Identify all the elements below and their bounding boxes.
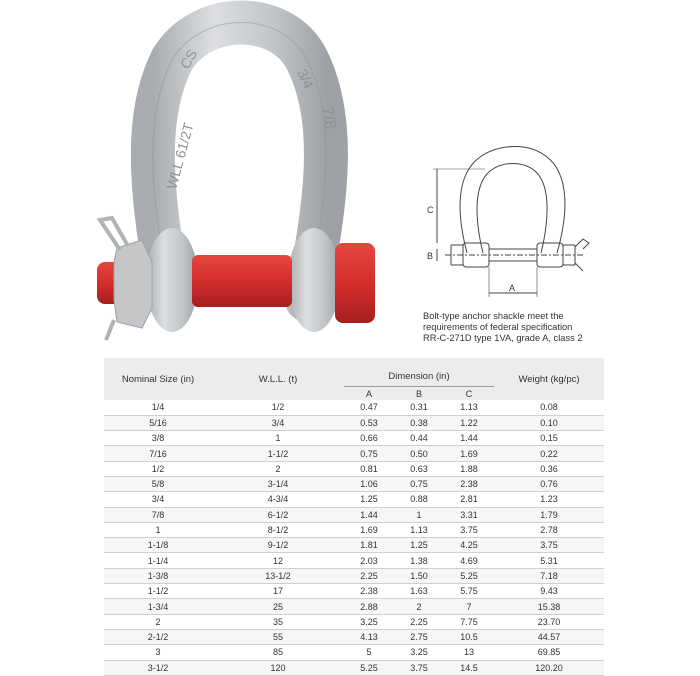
cell-wll: 17 bbox=[212, 584, 344, 599]
shackle-photo bbox=[92, 0, 382, 355]
cell-nominal-size: 2 bbox=[104, 614, 212, 629]
cell-dim-b: 0.88 bbox=[394, 492, 444, 507]
table-row bbox=[104, 461, 604, 476]
cell-wll: 1/2 bbox=[212, 400, 344, 415]
cell-dim-a: 2.38 bbox=[344, 584, 394, 599]
cell-dim-c: 2.38 bbox=[444, 476, 494, 491]
cell-nominal-size: 7/8 bbox=[104, 507, 212, 522]
cell-weight: 0.15 bbox=[494, 431, 604, 446]
cell-weight: 0.36 bbox=[494, 461, 604, 476]
spec-table bbox=[104, 358, 604, 676]
table-row bbox=[104, 614, 604, 629]
cell-dim-c: 1.13 bbox=[444, 400, 494, 415]
left-ear bbox=[146, 228, 198, 332]
cell-dim-a: 0.47 bbox=[344, 400, 394, 415]
cell-dim-b: 2 bbox=[394, 599, 444, 614]
cell-dim-a: 5.25 bbox=[344, 660, 394, 675]
table-row bbox=[104, 599, 604, 614]
table-row bbox=[104, 492, 604, 507]
table-row bbox=[104, 568, 604, 583]
cell-dim-c: 1.69 bbox=[444, 446, 494, 461]
table-row bbox=[104, 553, 604, 568]
nut bbox=[114, 240, 152, 328]
table-row bbox=[104, 522, 604, 537]
cell-dim-a: 2.25 bbox=[344, 568, 394, 583]
header-dimension: Dimension (in) bbox=[344, 358, 494, 387]
cell-nominal-size: 3 bbox=[104, 645, 212, 660]
cell-dim-b: 0.63 bbox=[394, 461, 444, 476]
cell-dim-c: 13 bbox=[444, 645, 494, 660]
table-row bbox=[104, 660, 604, 675]
cell-wll: 13-1/2 bbox=[212, 568, 344, 583]
cell-dim-a: 4.13 bbox=[344, 629, 394, 644]
cell-dim-b: 1.63 bbox=[394, 584, 444, 599]
cell-wll: 12 bbox=[212, 553, 344, 568]
cell-nominal-size: 7/16 bbox=[104, 446, 212, 461]
dim-a-label: A bbox=[509, 283, 516, 293]
marking-cs: CS bbox=[176, 46, 201, 72]
cell-dim-a: 2.03 bbox=[344, 553, 394, 568]
cell-dim-c: 14.5 bbox=[444, 660, 494, 675]
cell-dim-c: 5.75 bbox=[444, 584, 494, 599]
cell-wll: 3-1/4 bbox=[212, 476, 344, 491]
cell-nominal-size: 1/4 bbox=[104, 400, 212, 415]
cell-weight: 15.38 bbox=[494, 599, 604, 614]
cell-dim-c: 4.25 bbox=[444, 538, 494, 553]
cell-dim-b: 2.25 bbox=[394, 614, 444, 629]
dim-c-label: C bbox=[427, 205, 434, 215]
cell-dim-c: 1.88 bbox=[444, 461, 494, 476]
right-ear bbox=[288, 228, 340, 332]
cell-nominal-size: 1 bbox=[104, 522, 212, 537]
cell-wll: 2 bbox=[212, 461, 344, 476]
cell-dim-a: 1.44 bbox=[344, 507, 394, 522]
cell-nominal-size: 1-3/4 bbox=[104, 599, 212, 614]
caption-line-2: requirements of federal specification bbox=[423, 322, 573, 332]
cell-dim-c: 2.81 bbox=[444, 492, 494, 507]
cell-nominal-size: 5/16 bbox=[104, 415, 212, 430]
cell-dim-b: 0.44 bbox=[394, 431, 444, 446]
table-row bbox=[104, 538, 604, 553]
cell-dim-a: 0.75 bbox=[344, 446, 394, 461]
cell-nominal-size: 1-1/2 bbox=[104, 584, 212, 599]
cell-dim-a: 0.81 bbox=[344, 461, 394, 476]
cell-weight: 69.85 bbox=[494, 645, 604, 660]
header-a: A bbox=[344, 387, 394, 401]
cell-dim-b: 1.50 bbox=[394, 568, 444, 583]
dim-b-label: B bbox=[427, 251, 434, 261]
table-row bbox=[104, 415, 604, 430]
header-nominal-size: Nominal Size (in) bbox=[104, 358, 212, 400]
cell-wll: 9-1/2 bbox=[212, 538, 344, 553]
table-row bbox=[104, 645, 604, 660]
cell-dim-b: 0.31 bbox=[394, 400, 444, 415]
cell-nominal-size: 3-1/2 bbox=[104, 660, 212, 675]
cell-nominal-size: 5/8 bbox=[104, 476, 212, 491]
header-wll: W.L.L. (t) bbox=[212, 358, 344, 400]
table-row bbox=[104, 476, 604, 491]
marking-size: 3/4 bbox=[294, 66, 318, 91]
cell-weight: 5.31 bbox=[494, 553, 604, 568]
cell-dim-a: 3.25 bbox=[344, 614, 394, 629]
spec-table-body bbox=[104, 400, 604, 675]
cell-dim-c: 5.25 bbox=[444, 568, 494, 583]
cell-dim-b: 0.50 bbox=[394, 446, 444, 461]
table-row bbox=[104, 431, 604, 446]
cell-dim-b: 2.75 bbox=[394, 629, 444, 644]
cell-dim-c: 4.69 bbox=[444, 553, 494, 568]
cell-dim-c: 1.22 bbox=[444, 415, 494, 430]
caption-line-3: RR-C-271D type 1VA, grade A, class 2 bbox=[423, 333, 583, 343]
marking-wll: WLL 61/2T bbox=[163, 120, 197, 191]
cell-weight: 2.78 bbox=[494, 522, 604, 537]
cell-dim-b: 3.75 bbox=[394, 660, 444, 675]
cell-dim-c: 1.44 bbox=[444, 431, 494, 446]
header-c: C bbox=[444, 387, 494, 401]
cell-wll: 4-3/4 bbox=[212, 492, 344, 507]
cell-nominal-size: 1-1/4 bbox=[104, 553, 212, 568]
table-row bbox=[104, 446, 604, 461]
cell-dim-c: 3.75 bbox=[444, 522, 494, 537]
cell-weight: 44.57 bbox=[494, 629, 604, 644]
cell-dim-a: 1.25 bbox=[344, 492, 394, 507]
cell-dim-a: 1.81 bbox=[344, 538, 394, 553]
cell-dim-a: 1.06 bbox=[344, 476, 394, 491]
cell-dim-b: 0.75 bbox=[394, 476, 444, 491]
cell-wll: 3/4 bbox=[212, 415, 344, 430]
cell-dim-b: 0.38 bbox=[394, 415, 444, 430]
cell-nominal-size: 2-1/2 bbox=[104, 629, 212, 644]
cell-weight: 1.23 bbox=[494, 492, 604, 507]
pin bbox=[192, 255, 292, 307]
cell-weight: 1.79 bbox=[494, 507, 604, 522]
cell-dim-c: 10.5 bbox=[444, 629, 494, 644]
cell-wll: 35 bbox=[212, 614, 344, 629]
cell-weight: 3.75 bbox=[494, 538, 604, 553]
cell-weight: 9.43 bbox=[494, 584, 604, 599]
cell-dim-c: 3.31 bbox=[444, 507, 494, 522]
cell-wll: 85 bbox=[212, 645, 344, 660]
cell-weight: 7.18 bbox=[494, 568, 604, 583]
cell-nominal-size: 3/4 bbox=[104, 492, 212, 507]
cell-dim-b: 1.13 bbox=[394, 522, 444, 537]
header-weight: Weight (kg/pc) bbox=[494, 358, 604, 400]
cell-dim-a: 1.69 bbox=[344, 522, 394, 537]
spec-caption bbox=[423, 311, 623, 344]
cell-dim-b: 1 bbox=[394, 507, 444, 522]
cell-wll: 25 bbox=[212, 599, 344, 614]
cell-weight: 0.76 bbox=[494, 476, 604, 491]
cell-dim-a: 5 bbox=[344, 645, 394, 660]
pin-head bbox=[335, 243, 375, 323]
cell-wll: 55 bbox=[212, 629, 344, 644]
cell-weight: 120.20 bbox=[494, 660, 604, 675]
cell-dim-c: 7.75 bbox=[444, 614, 494, 629]
cell-dim-a: 0.53 bbox=[344, 415, 394, 430]
table-row bbox=[104, 584, 604, 599]
cell-nominal-size: 3/8 bbox=[104, 431, 212, 446]
cell-nominal-size: 1-1/8 bbox=[104, 538, 212, 553]
cell-wll: 120 bbox=[212, 660, 344, 675]
cell-dim-b: 3.25 bbox=[394, 645, 444, 660]
cell-weight: 0.08 bbox=[494, 400, 604, 415]
cell-weight: 0.10 bbox=[494, 415, 604, 430]
cell-nominal-size: 1/2 bbox=[104, 461, 212, 476]
cell-dim-b: 1.25 bbox=[394, 538, 444, 553]
table-row bbox=[104, 507, 604, 522]
cell-dim-c: 7 bbox=[444, 599, 494, 614]
cell-dim-a: 0.66 bbox=[344, 431, 394, 446]
cell-wll: 8-1/2 bbox=[212, 522, 344, 537]
cell-weight: 0.22 bbox=[494, 446, 604, 461]
table-row bbox=[104, 629, 604, 644]
cell-wll: 1-1/2 bbox=[212, 446, 344, 461]
shackle-diagram bbox=[425, 135, 595, 305]
caption-line-1: Bolt-type anchor shackle meet the bbox=[423, 311, 564, 321]
cell-nominal-size: 1-3/8 bbox=[104, 568, 212, 583]
marking-size-b: 7/8 bbox=[318, 105, 339, 131]
header-b: B bbox=[394, 387, 444, 401]
cell-wll: 6-1/2 bbox=[212, 507, 344, 522]
cell-wll: 1 bbox=[212, 431, 344, 446]
cell-weight: 23.70 bbox=[494, 614, 604, 629]
cell-dim-a: 2.88 bbox=[344, 599, 394, 614]
table-row bbox=[104, 400, 604, 415]
cell-dim-b: 1.38 bbox=[394, 553, 444, 568]
